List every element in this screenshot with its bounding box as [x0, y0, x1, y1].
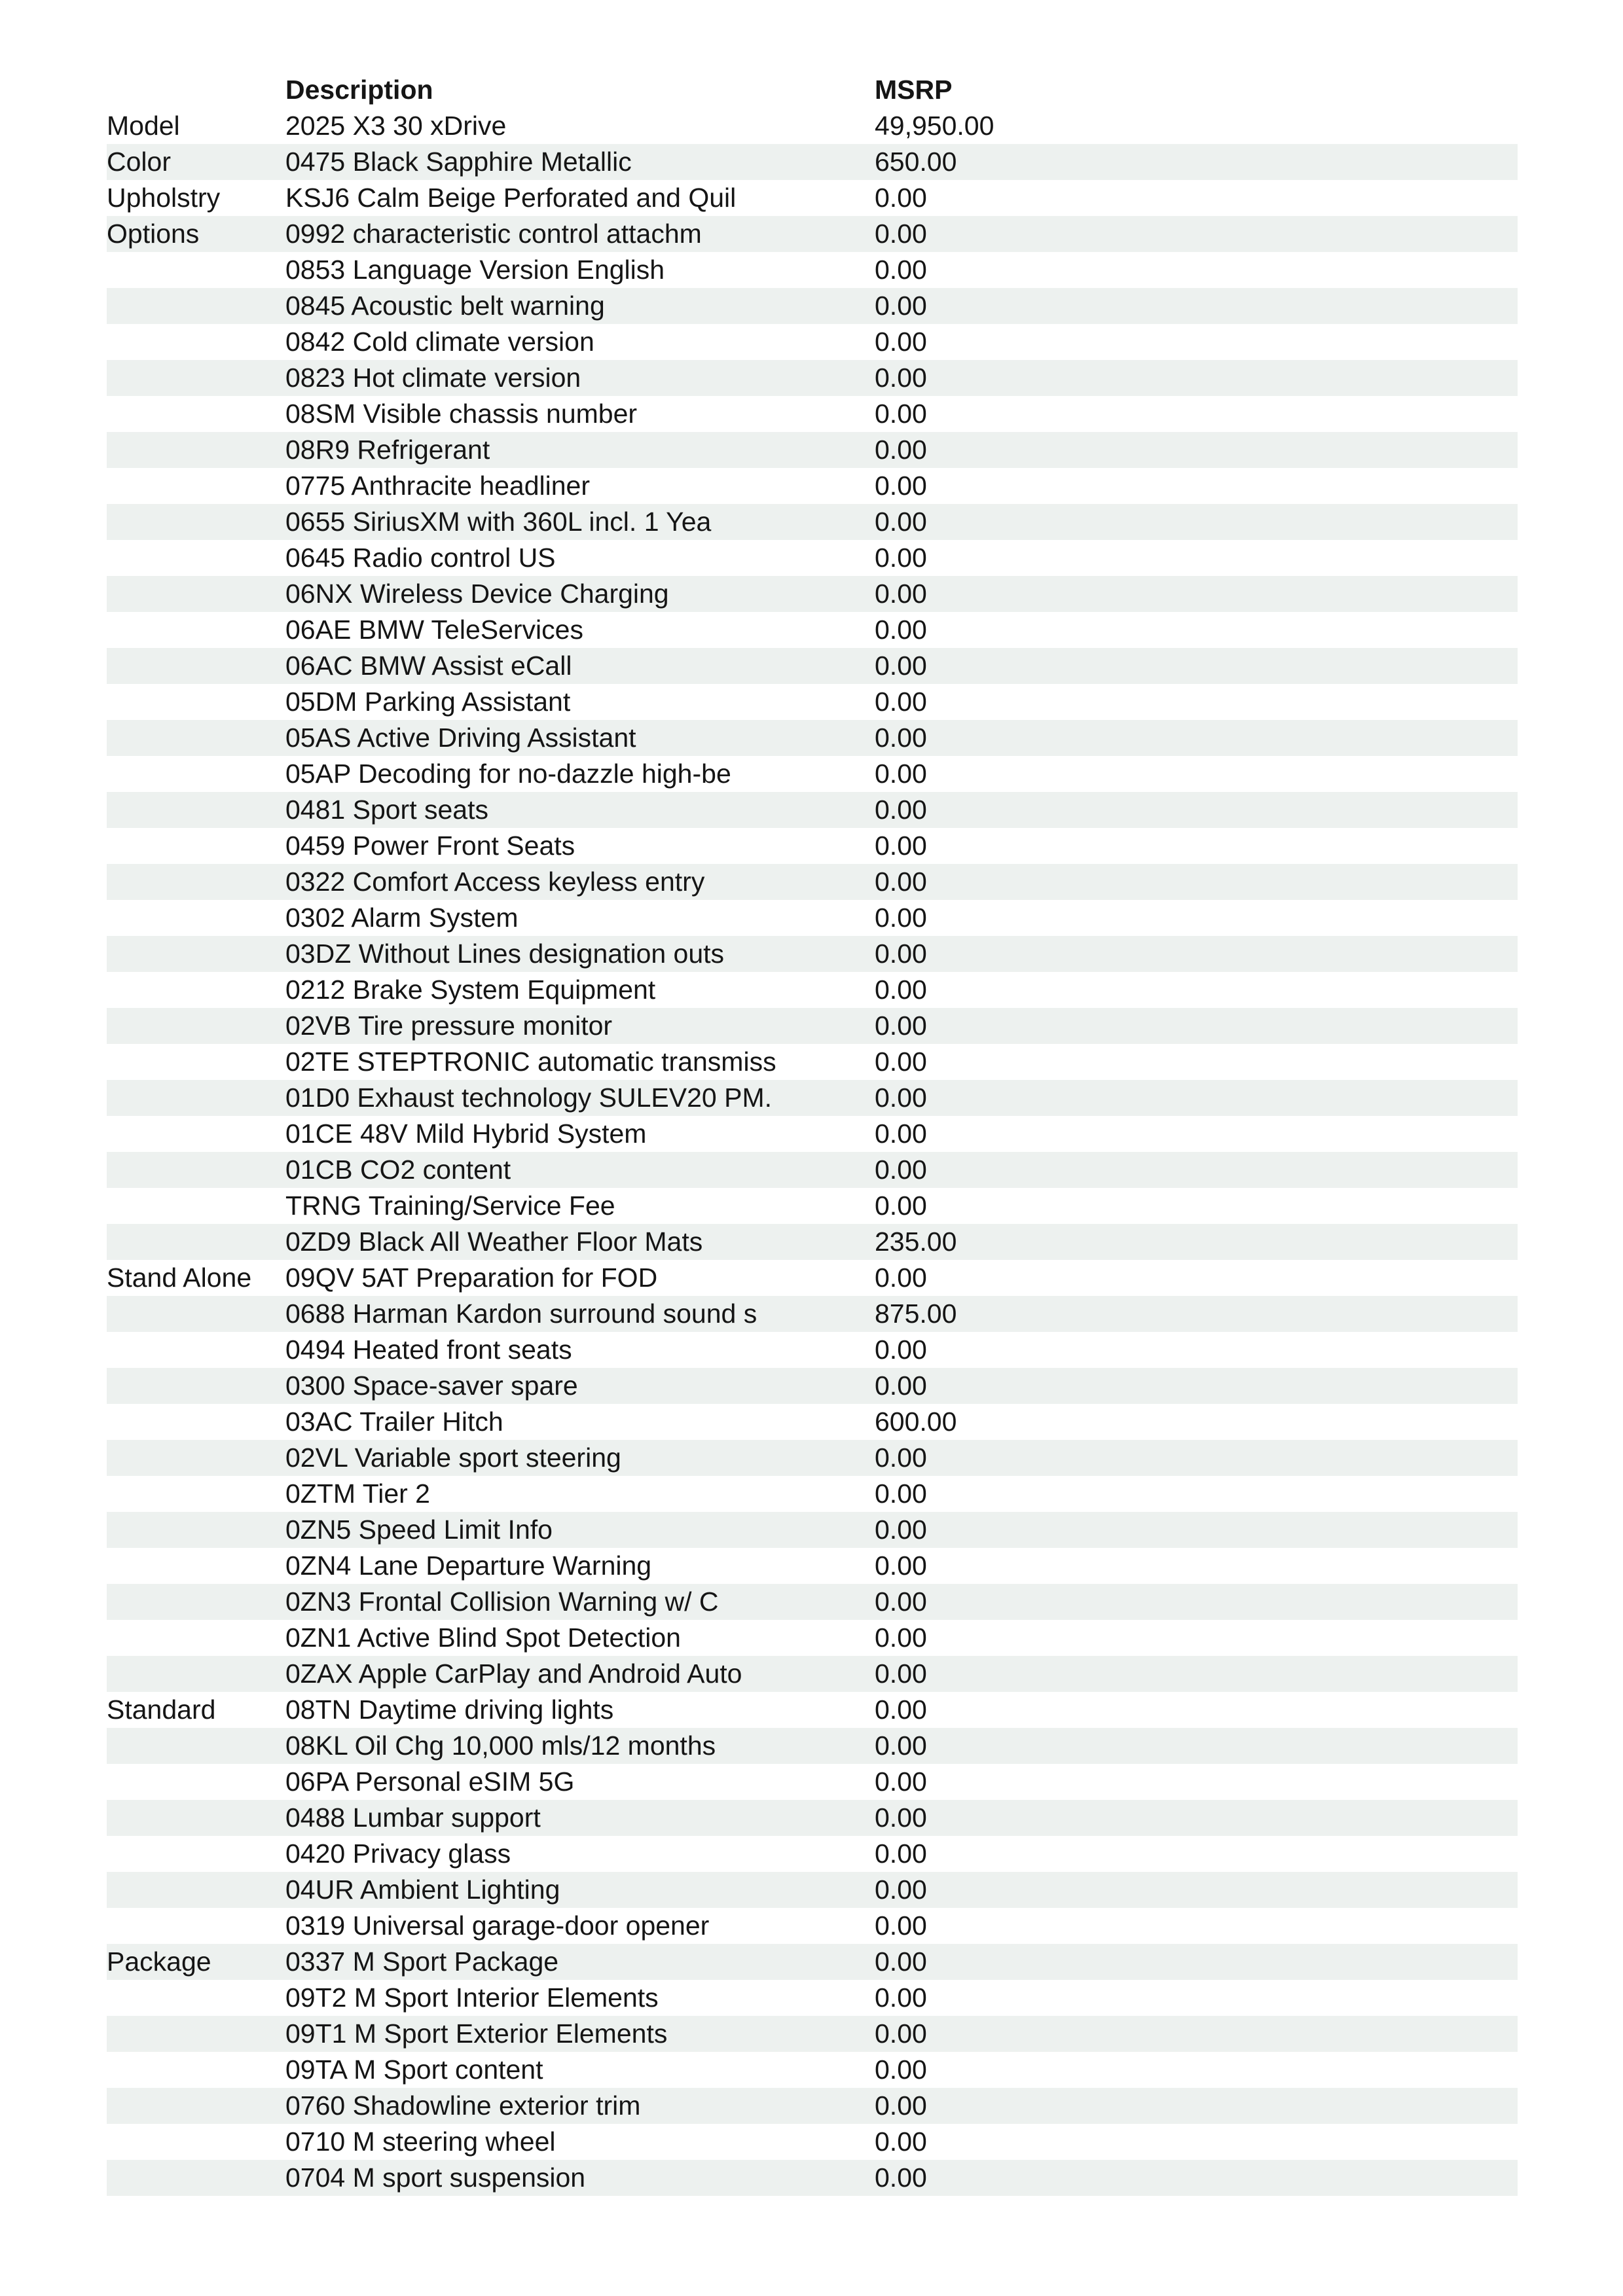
table-body — [107, 108, 1518, 2196]
filler-cell — [1167, 1620, 1518, 1656]
table-row — [107, 1548, 1518, 1584]
msrp-cell: 875.00 — [875, 1299, 957, 1329]
category-cell: Color — [107, 147, 171, 177]
msrp-cell: 0.00 — [875, 1551, 927, 1581]
filler-cell — [1167, 1044, 1518, 1080]
msrp-cell: 0.00 — [875, 1443, 927, 1473]
filler-cell — [1167, 972, 1518, 1008]
msrp-cell: 650.00 — [875, 147, 957, 177]
msrp-cell: 0.00 — [875, 471, 927, 501]
filler-cell — [1167, 612, 1518, 648]
description-cell: 01D0 Exhaust technology SULEV20 PM. — [285, 1083, 772, 1113]
table-row — [107, 828, 1518, 864]
description-cell: 06PA Personal eSIM 5G — [285, 1767, 575, 1797]
filler-cell — [1167, 2052, 1518, 2088]
table-row — [107, 1908, 1518, 1944]
table-row — [107, 648, 1518, 684]
filler-cell — [1167, 1836, 1518, 1872]
filler-cell — [1167, 108, 1518, 144]
description-cell: 2025 X3 30 xDrive — [285, 111, 507, 141]
msrp-cell: 0.00 — [875, 507, 927, 537]
category-cell — [107, 2160, 285, 2196]
category-cell — [107, 828, 285, 864]
filler-cell — [1167, 1080, 1518, 1116]
msrp-cell: 0.00 — [875, 1982, 927, 2013]
category-cell: Options — [107, 219, 200, 249]
description-cell: 05DM Parking Assistant — [285, 687, 571, 717]
table-row — [107, 1080, 1518, 1116]
msrp-cell: 0.00 — [875, 543, 927, 573]
description-cell: 08TN Daytime driving lights — [285, 1695, 614, 1725]
msrp-cell: 600.00 — [875, 1407, 957, 1437]
description-cell: 0ZTM Tier 2 — [285, 1479, 430, 1509]
filler-cell — [1167, 1764, 1518, 1800]
filler-cell — [1167, 1188, 1518, 1224]
category-cell — [107, 1152, 285, 1188]
category-cell — [107, 288, 285, 324]
description-cell: 0475 Black Sapphire Metallic — [285, 147, 632, 177]
description-cell: 0775 Anthracite headliner — [285, 471, 591, 501]
filler-cell — [1167, 504, 1518, 540]
description-cell: 04UR Ambient Lighting — [285, 1874, 560, 1905]
category-cell — [107, 1404, 285, 1440]
header-filler-cell — [1167, 72, 1518, 108]
table-row — [107, 936, 1518, 972]
filler-cell — [1167, 288, 1518, 324]
description-cell: 0ZN4 Lane Departure Warning — [285, 1551, 652, 1581]
table-row — [107, 144, 1518, 180]
msrp-cell: 0.00 — [875, 759, 927, 789]
description-cell: 0302 Alarm System — [285, 903, 519, 933]
filler-cell — [1167, 216, 1518, 252]
filler-cell — [1167, 1656, 1518, 1692]
category-cell — [107, 792, 285, 828]
filler-cell — [1167, 792, 1518, 828]
table-row — [107, 756, 1518, 792]
msrp-cell: 0.00 — [875, 579, 927, 609]
category-cell — [107, 1440, 285, 1476]
category-cell — [107, 1656, 285, 1692]
category-cell — [107, 540, 285, 576]
table-row — [107, 576, 1518, 612]
category-cell — [107, 1332, 285, 1368]
filler-cell — [1167, 1800, 1518, 1836]
category-cell — [107, 756, 285, 792]
category-cell — [107, 720, 285, 756]
header-msrp-cell: MSRP — [875, 75, 953, 105]
msrp-cell: 0.00 — [875, 1119, 927, 1149]
table-row — [107, 1440, 1518, 1476]
table-row — [107, 900, 1518, 936]
description-cell: 0710 M steering wheel — [285, 2126, 556, 2157]
description-cell: 0ZN3 Frontal Collision Warning w/ C — [285, 1587, 719, 1617]
filler-cell — [1167, 1296, 1518, 1332]
description-cell: 06AC BMW Assist eCall — [285, 651, 572, 681]
table-row — [107, 1008, 1518, 1044]
msrp-cell: 0.00 — [875, 1587, 927, 1617]
table-row — [107, 1296, 1518, 1332]
msrp-cell: 0.00 — [875, 327, 927, 357]
msrp-cell: 0.00 — [875, 2054, 927, 2085]
table-row — [107, 1584, 1518, 1620]
category-cell: Package — [107, 1946, 211, 1977]
filler-cell — [1167, 1908, 1518, 1944]
category-cell — [107, 1836, 285, 1872]
table-row — [107, 2052, 1518, 2088]
description-cell: 0481 Sport seats — [285, 795, 488, 825]
filler-cell — [1167, 468, 1518, 504]
filler-cell — [1167, 828, 1518, 864]
description-cell: 06NX Wireless Device Charging — [285, 579, 669, 609]
category-cell — [107, 432, 285, 468]
msrp-cell: 0.00 — [875, 1767, 927, 1797]
msrp-cell: 0.00 — [875, 1047, 927, 1077]
msrp-cell: 0.00 — [875, 1803, 927, 1833]
description-cell: 0ZN5 Speed Limit Info — [285, 1515, 553, 1545]
description-cell: 0212 Brake System Equipment — [285, 975, 656, 1005]
category-cell — [107, 900, 285, 936]
msrp-cell: 0.00 — [875, 687, 927, 717]
category-cell — [107, 1584, 285, 1620]
category-cell: Upholstry — [107, 183, 221, 213]
category-cell — [107, 1476, 285, 1512]
table-row — [107, 1368, 1518, 1404]
description-cell: 05AS Active Driving Assistant — [285, 723, 636, 753]
description-cell: 0845 Acoustic belt warning — [285, 291, 605, 321]
filler-cell — [1167, 1728, 1518, 1764]
filler-cell — [1167, 360, 1518, 396]
category-cell — [107, 504, 285, 540]
table-row — [107, 1224, 1518, 1260]
table-row — [107, 2124, 1518, 2160]
table-row — [107, 1044, 1518, 1080]
category-cell: Stand Alone — [107, 1263, 252, 1293]
msrp-cell: 0.00 — [875, 1371, 927, 1401]
description-cell: 0760 Shadowline exterior trim — [285, 2090, 641, 2121]
msrp-cell: 0.00 — [875, 2090, 927, 2121]
description-cell: 0823 Hot climate version — [285, 363, 581, 393]
table-row — [107, 396, 1518, 432]
table-row — [107, 504, 1518, 540]
msrp-cell: 0.00 — [875, 723, 927, 753]
table-row — [107, 180, 1518, 216]
category-cell — [107, 468, 285, 504]
table-row — [107, 432, 1518, 468]
category-cell — [107, 1764, 285, 1800]
table-row — [107, 1692, 1518, 1728]
msrp-cell: 0.00 — [875, 2126, 927, 2157]
msrp-cell: 0.00 — [875, 435, 927, 465]
filler-cell — [1167, 2124, 1518, 2160]
filler-cell — [1167, 1260, 1518, 1296]
description-cell: 0655 SiriusXM with 360L incl. 1 Yea — [285, 507, 712, 537]
msrp-cell: 0.00 — [875, 867, 927, 897]
description-cell: 01CB CO2 content — [285, 1155, 511, 1185]
table-row — [107, 1656, 1518, 1692]
description-cell: 0645 Radio control US — [285, 543, 556, 573]
category-cell — [107, 936, 285, 972]
table-row — [107, 252, 1518, 288]
category-cell — [107, 1296, 285, 1332]
description-cell: 0842 Cold climate version — [285, 327, 594, 357]
msrp-cell: 0.00 — [875, 831, 927, 861]
table-row — [107, 288, 1518, 324]
table-header — [107, 72, 1518, 108]
category-cell — [107, 1008, 285, 1044]
table-row — [107, 1800, 1518, 1836]
category-cell — [107, 1512, 285, 1548]
description-cell: 0459 Power Front Seats — [285, 831, 575, 861]
description-cell: 0322 Comfort Access keyless entry — [285, 867, 705, 897]
filler-cell — [1167, 1440, 1518, 1476]
filler-cell — [1167, 324, 1518, 360]
table-row — [107, 1872, 1518, 1908]
msrp-cell: 0.00 — [875, 903, 927, 933]
table-row — [107, 2016, 1518, 2052]
description-cell: 09T1 M Sport Exterior Elements — [285, 2018, 668, 2049]
msrp-cell: 0.00 — [875, 399, 927, 429]
category-cell — [107, 1908, 285, 1944]
filler-cell — [1167, 1224, 1518, 1260]
filler-cell — [1167, 396, 1518, 432]
msrp-cell: 0.00 — [875, 1731, 927, 1761]
msrp-cell: 0.00 — [875, 795, 927, 825]
description-cell: 0992 characteristic control attachm — [285, 219, 702, 249]
filler-cell — [1167, 252, 1518, 288]
msrp-cell: 0.00 — [875, 1191, 927, 1221]
msrp-cell: 0.00 — [875, 1479, 927, 1509]
filler-cell — [1167, 1368, 1518, 1404]
filler-cell — [1167, 2016, 1518, 2052]
category-cell: Model — [107, 111, 180, 141]
category-cell — [107, 2088, 285, 2124]
msrp-cell: 0.00 — [875, 1335, 927, 1365]
table-row — [107, 1260, 1518, 1296]
table-row — [107, 1944, 1518, 1980]
msrp-cell: 0.00 — [875, 363, 927, 393]
description-cell: 0688 Harman Kardon surround sound s — [285, 1299, 757, 1329]
filler-cell — [1167, 1152, 1518, 1188]
msrp-cell: 0.00 — [875, 1263, 927, 1293]
msrp-cell: 0.00 — [875, 183, 927, 213]
category-cell — [107, 648, 285, 684]
category-cell — [107, 864, 285, 900]
filler-cell — [1167, 1476, 1518, 1512]
msrp-cell: 0.00 — [875, 1910, 927, 1941]
description-cell: TRNG Training/Service Fee — [285, 1191, 615, 1221]
table-row — [107, 1512, 1518, 1548]
table-row — [107, 720, 1518, 756]
table-row — [107, 2088, 1518, 2124]
table-row — [107, 1728, 1518, 1764]
table-row — [107, 324, 1518, 360]
description-cell: 05AP Decoding for no-dazzle high-be — [285, 759, 731, 789]
description-cell: 06AE BMW TeleServices — [285, 615, 583, 645]
description-cell: 09QV 5AT Preparation for FOD — [285, 1263, 658, 1293]
msrp-cell: 0.00 — [875, 291, 927, 321]
description-cell: 09TA M Sport content — [285, 2054, 543, 2085]
msrp-cell: 0.00 — [875, 1623, 927, 1653]
table-row — [107, 108, 1518, 144]
category-cell: Standard — [107, 1695, 216, 1725]
description-cell: 0704 M sport suspension — [285, 2162, 586, 2193]
category-cell — [107, 2124, 285, 2160]
msrp-cell: 0.00 — [875, 975, 927, 1005]
description-cell: 08KL Oil Chg 10,000 mls/12 months — [285, 1731, 716, 1761]
description-cell: 08R9 Refrigerant — [285, 435, 490, 465]
description-cell: 02VB Tire pressure monitor — [285, 1011, 613, 1041]
category-cell — [107, 612, 285, 648]
category-cell — [107, 1872, 285, 1908]
category-cell — [107, 1728, 285, 1764]
msrp-cell: 0.00 — [875, 1011, 927, 1041]
msrp-cell: 0.00 — [875, 1659, 927, 1689]
filler-cell — [1167, 1116, 1518, 1152]
table-row — [107, 612, 1518, 648]
description-cell: 02TE STEPTRONIC automatic transmiss — [285, 1047, 776, 1077]
table-row — [107, 684, 1518, 720]
filler-cell — [1167, 1872, 1518, 1908]
filler-cell — [1167, 1332, 1518, 1368]
header-description-cell: Description — [285, 75, 433, 105]
table-row — [107, 792, 1518, 828]
filler-cell — [1167, 432, 1518, 468]
msrp-cell: 0.00 — [875, 1839, 927, 1869]
category-cell — [107, 1224, 285, 1260]
msrp-cell: 0.00 — [875, 1155, 927, 1185]
description-cell: 02VL Variable sport steering — [285, 1443, 621, 1473]
msrp-cell: 0.00 — [875, 255, 927, 285]
category-cell — [107, 684, 285, 720]
description-cell: 0319 Universal garage-door opener — [285, 1910, 710, 1941]
msrp-cell: 0.00 — [875, 1874, 927, 1905]
category-cell — [107, 1044, 285, 1080]
filler-cell — [1167, 864, 1518, 900]
filler-cell — [1167, 1548, 1518, 1584]
filler-cell — [1167, 756, 1518, 792]
table-row — [107, 1404, 1518, 1440]
msrp-cell: 0.00 — [875, 1083, 927, 1113]
category-cell — [107, 1980, 285, 2016]
table-row — [107, 864, 1518, 900]
description-cell: 01CE 48V Mild Hybrid System — [285, 1119, 647, 1149]
description-cell: 09T2 M Sport Interior Elements — [285, 1982, 659, 2013]
category-cell — [107, 1188, 285, 1224]
description-cell: 0494 Heated front seats — [285, 1335, 572, 1365]
table-row — [107, 468, 1518, 504]
category-cell — [107, 324, 285, 360]
filler-cell — [1167, 1944, 1518, 1980]
table-row — [107, 1836, 1518, 1872]
filler-cell — [1167, 2088, 1518, 2124]
category-cell — [107, 1620, 285, 1656]
description-cell: 0ZN1 Active Blind Spot Detection — [285, 1623, 681, 1653]
table-row — [107, 1152, 1518, 1188]
filler-cell — [1167, 936, 1518, 972]
filler-cell — [1167, 2160, 1518, 2196]
filler-cell — [1167, 1008, 1518, 1044]
table-row — [107, 1116, 1518, 1152]
table-row — [107, 1332, 1518, 1368]
filler-cell — [1167, 720, 1518, 756]
category-cell — [107, 252, 285, 288]
description-cell: 0300 Space-saver spare — [285, 1371, 578, 1401]
description-cell: 0488 Lumbar support — [285, 1803, 541, 1833]
table-row — [107, 1476, 1518, 1512]
description-cell: 0337 M Sport Package — [285, 1946, 559, 1977]
table-row — [107, 216, 1518, 252]
msrp-cell: 0.00 — [875, 1695, 927, 1725]
description-cell: 0420 Privacy glass — [285, 1839, 511, 1869]
filler-cell — [1167, 1512, 1518, 1548]
filler-cell — [1167, 1584, 1518, 1620]
table-row — [107, 360, 1518, 396]
msrp-cell: 0.00 — [875, 939, 927, 969]
category-cell — [107, 1116, 285, 1152]
description-cell: 08SM Visible chassis number — [285, 399, 638, 429]
msrp-cell: 0.00 — [875, 615, 927, 645]
category-cell — [107, 576, 285, 612]
category-cell — [107, 360, 285, 396]
header-category-cell — [107, 72, 285, 108]
category-cell — [107, 1548, 285, 1584]
msrp-cell: 0.00 — [875, 2018, 927, 2049]
description-cell: 03AC Trailer Hitch — [285, 1407, 503, 1437]
msrp-cell: 0.00 — [875, 1946, 927, 1977]
table-row — [107, 2160, 1518, 2196]
description-cell: 0ZAX Apple CarPlay and Android Auto — [285, 1659, 742, 1689]
table-row — [107, 1188, 1518, 1224]
filler-cell — [1167, 576, 1518, 612]
description-cell: KSJ6 Calm Beige Perforated and Quil — [285, 183, 737, 213]
header-row — [107, 72, 1518, 108]
filler-cell — [1167, 1404, 1518, 1440]
msrp-cell: 0.00 — [875, 2162, 927, 2193]
table-row — [107, 1764, 1518, 1800]
filler-cell — [1167, 180, 1518, 216]
table-row — [107, 1980, 1518, 2016]
category-cell — [107, 2016, 285, 2052]
vehicle-options-table — [107, 72, 1518, 2196]
msrp-cell: 235.00 — [875, 1227, 957, 1257]
description-cell: 03DZ Without Lines designation outs — [285, 939, 725, 969]
table-row — [107, 540, 1518, 576]
filler-cell — [1167, 1692, 1518, 1728]
category-cell — [107, 972, 285, 1008]
msrp-cell: 0.00 — [875, 651, 927, 681]
description-cell: 0ZD9 Black All Weather Floor Mats — [285, 1227, 703, 1257]
filler-cell — [1167, 648, 1518, 684]
category-cell — [107, 1368, 285, 1404]
filler-cell — [1167, 684, 1518, 720]
category-cell — [107, 396, 285, 432]
filler-cell — [1167, 1980, 1518, 2016]
filler-cell — [1167, 144, 1518, 180]
filler-cell — [1167, 540, 1518, 576]
category-cell — [107, 1080, 285, 1116]
msrp-cell: 0.00 — [875, 219, 927, 249]
table-row — [107, 972, 1518, 1008]
filler-cell — [1167, 900, 1518, 936]
msrp-cell: 0.00 — [875, 1515, 927, 1545]
table-row — [107, 1620, 1518, 1656]
description-cell: 0853 Language Version English — [285, 255, 665, 285]
category-cell — [107, 1800, 285, 1836]
category-cell — [107, 2052, 285, 2088]
msrp-cell: 49,950.00 — [875, 111, 994, 141]
